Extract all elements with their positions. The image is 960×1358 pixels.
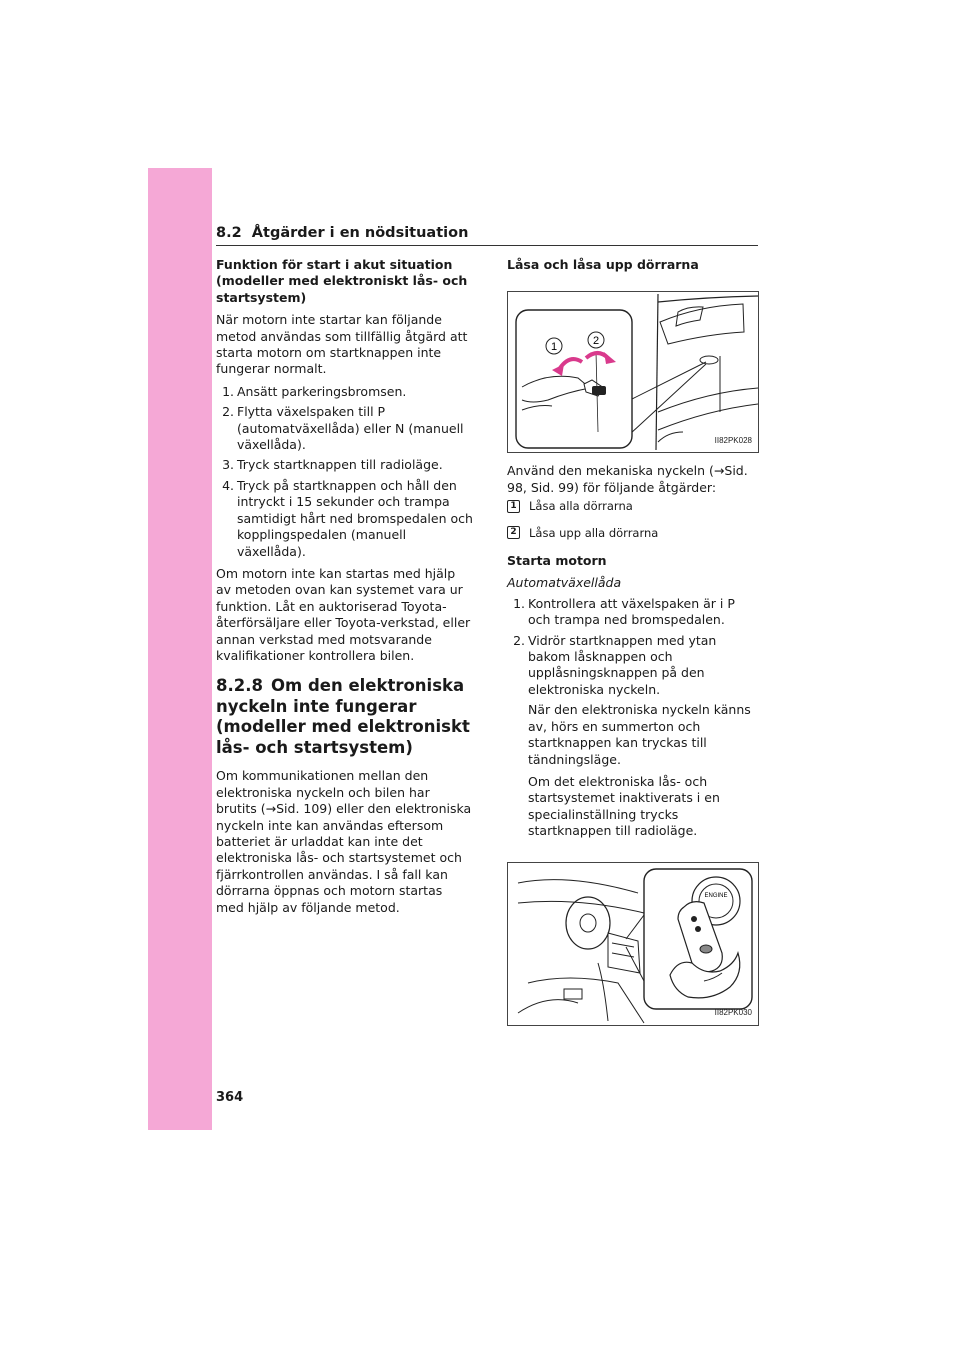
start-engine-heading: Starta motorn xyxy=(507,553,607,569)
legend-item-unlock: 2 Låsa upp alla dörrarna xyxy=(507,525,759,541)
legend-badge: 2 xyxy=(507,526,520,539)
header-title: Åtgärder i en nödsituation xyxy=(251,225,469,241)
figure-label-2: 2 xyxy=(592,335,600,348)
emergency-start-after: Om motorn inte kan startas med hjälp av metoden ovan kan systemet vara ur funktion. Låt en auktoriserad Toyota-återförsäljare eller Toyota-verkstad, eller annan verkstad med motsvarande kvalifikationer kontrollera bilen. xyxy=(216,565,471,663)
start-button-figure xyxy=(507,862,759,1026)
lock-unlock-heading: Låsa och låsa upp dörrarna xyxy=(507,257,699,272)
emergency-start-heading: Funktion för start i akut situation (modeller med elektroniskt lås- och startsystem) xyxy=(216,257,468,305)
list-item: 1. Ansätt parkeringsbromsen. xyxy=(222,383,407,399)
list-item: 3. Tryck startknappen till radioläge. xyxy=(222,457,443,473)
figure-code: II82PK030 xyxy=(714,1008,752,1018)
start-engine-steps xyxy=(507,596,759,698)
header-section-number: 8.2 xyxy=(216,225,242,241)
section-title: Om den elektroniska nyckeln inte fungerar (modeller med elektroniskt lås- och startsystem) xyxy=(216,676,470,757)
start-button-illustration xyxy=(508,863,758,1025)
list-item: 1. Kontrollera att växelspaken är i P och trampa ned bromspedalen. xyxy=(513,595,735,628)
right-column xyxy=(507,257,759,1036)
list-item: 2. Vidrör startknappen med ytan bakom låsknappen och upplåsningsknappen på den elektroniska nyckeln. xyxy=(513,632,717,697)
header-rule xyxy=(216,245,758,246)
step-note-buzzer: När den elektroniska nyckeln känns av, hörs en summerton och startknappen kan tryckas till tändningsläge. xyxy=(528,702,751,767)
door-lock-figure xyxy=(507,291,759,453)
door-lock-illustration xyxy=(508,292,758,452)
use-key-text: Använd den mekaniska nyckeln (→Sid. 98, Sid. 99) för följande åtgärder: xyxy=(507,463,748,495)
page-header xyxy=(216,225,468,241)
section-heading xyxy=(216,676,474,758)
engine-button-label: ENGINE xyxy=(704,892,728,899)
chapter-sidebar xyxy=(148,168,212,1130)
list-item: 2. Flytta växelspaken till P (automatväxellåda) eller N (manuell växellåda). xyxy=(222,404,464,453)
figure-label-1: 1 xyxy=(550,341,558,354)
figure-code: II82PK028 xyxy=(714,436,752,445)
section-text: Om kommunikationen mellan den elektroniska nyckeln och bilen har brutits (→Sid. 109) eller den elektroniska nyckeln inte kan användas eftersom batteriet är urladdat kan inte det elektroniska lås- och startsystemet och fjärrkontrollen användas. I så fall kan dörrarna öppnas och motorn startas med hjälp av följande metod. xyxy=(216,768,472,915)
legend-item-lock: 1 Låsa alla dörrarna xyxy=(507,498,759,514)
transmission-label: Automatväxellåda xyxy=(507,575,622,591)
step-note-special-setting: Om det elektroniska lås- och startsystemet inaktiverats i en specialinställning trycks startknappen till radioläge. xyxy=(528,773,720,839)
emergency-start-intro: När motorn inte startar kan följande metod användas som tillfällig åtgärd att starta motorn om startknappen inte fungerar normalt. xyxy=(216,312,468,377)
legend-badge: 1 xyxy=(507,500,520,513)
page-number: 364 xyxy=(216,1090,244,1105)
emergency-start-steps xyxy=(216,384,474,560)
left-column xyxy=(216,257,474,922)
section-number: 8.2.8 xyxy=(216,676,263,696)
list-item: 4. Tryck på startknappen och håll den intryckt i 15 sekunder och trampa samtidigt hårt ned bromspedalen och kopplingspedalen (manuell växellåda). xyxy=(222,477,473,559)
